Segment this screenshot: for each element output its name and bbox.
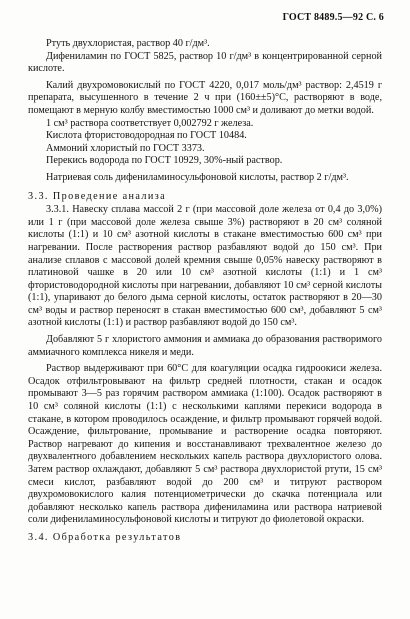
- reagent-paragraph: 1 см³ раствора соответствует 0,002792 г железа.: [46, 117, 254, 129]
- reagent-paragraph: Аммоний хлористый по ГОСТ 3373.: [46, 142, 205, 154]
- analysis-paragraph: Добавляют 5 г хлористого аммония и аммиака до образования растворимого аммиачного комплекса никеля и меди.: [28, 334, 382, 358]
- reagent-paragraph: Кислота фтористоводородная по ГОСТ 10484.: [46, 130, 247, 142]
- reagent-paragraph: Ртуть двухлористая, раствор 40 г/дм³.: [46, 38, 210, 49]
- reagent-paragraph: Дифениламин по ГОСТ 5825, раствор 10 г/дм³ в концентрированной серной кислоте.: [28, 50, 382, 75]
- page-header: ГОСТ 8489.5—92 С. 6: [282, 12, 384, 23]
- reagent-paragraph: Калий двухромовокислый по ГОСТ 4220, 0,017 моль/дм³ раствор: 2,4519 г препарата, высушенного в течение 2 ч при (160±±5)°С, растворяют в воде, помещают в мерную колбу вместимостью 1000 см³ и доливают до метки водой.: [28, 79, 382, 116]
- reagent-paragraph: Натриевая соль дифениламиносульфоновой кислоты, раствор 2 г/дм³.: [46, 171, 349, 183]
- analysis-paragraph: Раствор выдерживают при 60°С для коагуляции осадка гидроокиси железа. Осадок отфильтровывают на фильтр средней плотности, стакан и осадок промывают 3—5 раз горячим раствором аммиака (1:100). Осадок растворяют в 10 см³ соляной кислоты (1:1) с несколькими каплями перекиси водорода в стакане, в котором проводилось осаждение, и фильтр промывают горячей водой. Осаждение, фильтрование, промывание и растворение осадка повторяют. Раствор нагревают до кипения и восстанавливают трехвалентное железо до двухвалентного добавлением нескольких капель раствора двухлористого олова. Затем раствор охлаждают, добавляют 5 см³ раствора двухлористой ртути, 15 см³ смеси кислот, разбавляют водой до 200 см³ и титруют раствором двухромовокислого калия потенциометрически до скачка потенциала или добавляют несколько капель раствора дифениламина или раствора натриевой соли дифениламиносульфоновой кислоты и титруют до фиолетовой окраски.: [28, 363, 382, 526]
- reagent-paragraph: Перекись водорода по ГОСТ 10929, 30%-ный раствор.: [46, 155, 283, 167]
- section-heading-results: 3.4. Обработка результатов: [28, 531, 182, 543]
- analysis-paragraph: 3.3.1. Навеску сплава массой 2 г (при массовой доле железа от 0,4 до 3,0%) или 1 г (при массовой доле железа свыше 3%) растворяют в 20 см³ соляной кислоты (1:1) и 10 см³ азотной кислоты в стакане вместимостью 600 см³ при нагревании. После растворения раствор разбавляют водой до 150 см³. При анализе сплавов с массовой долей кремния свыше 0,05% навеску растворяют в платиновой чашке в 20 или 10 см³ азотной кислоты (1:1) и 1 см³ фтористоводородной кислоты при нагревании, добавляют 10 см³ серной кислоты (1:1), упаривают до белого дыма серной кислоты, остаток растворяют в 20—30 см³ воды и раствор переносят в стакан вместимостью 600 см³, добавляют 5 см³ азотной кислоты (1:1) и раствор разбавляют водой до 150 см³.: [28, 204, 382, 329]
- section-heading: 3.3. Проведение анализа: [28, 190, 167, 202]
- document-body: [28, 38, 382, 545]
